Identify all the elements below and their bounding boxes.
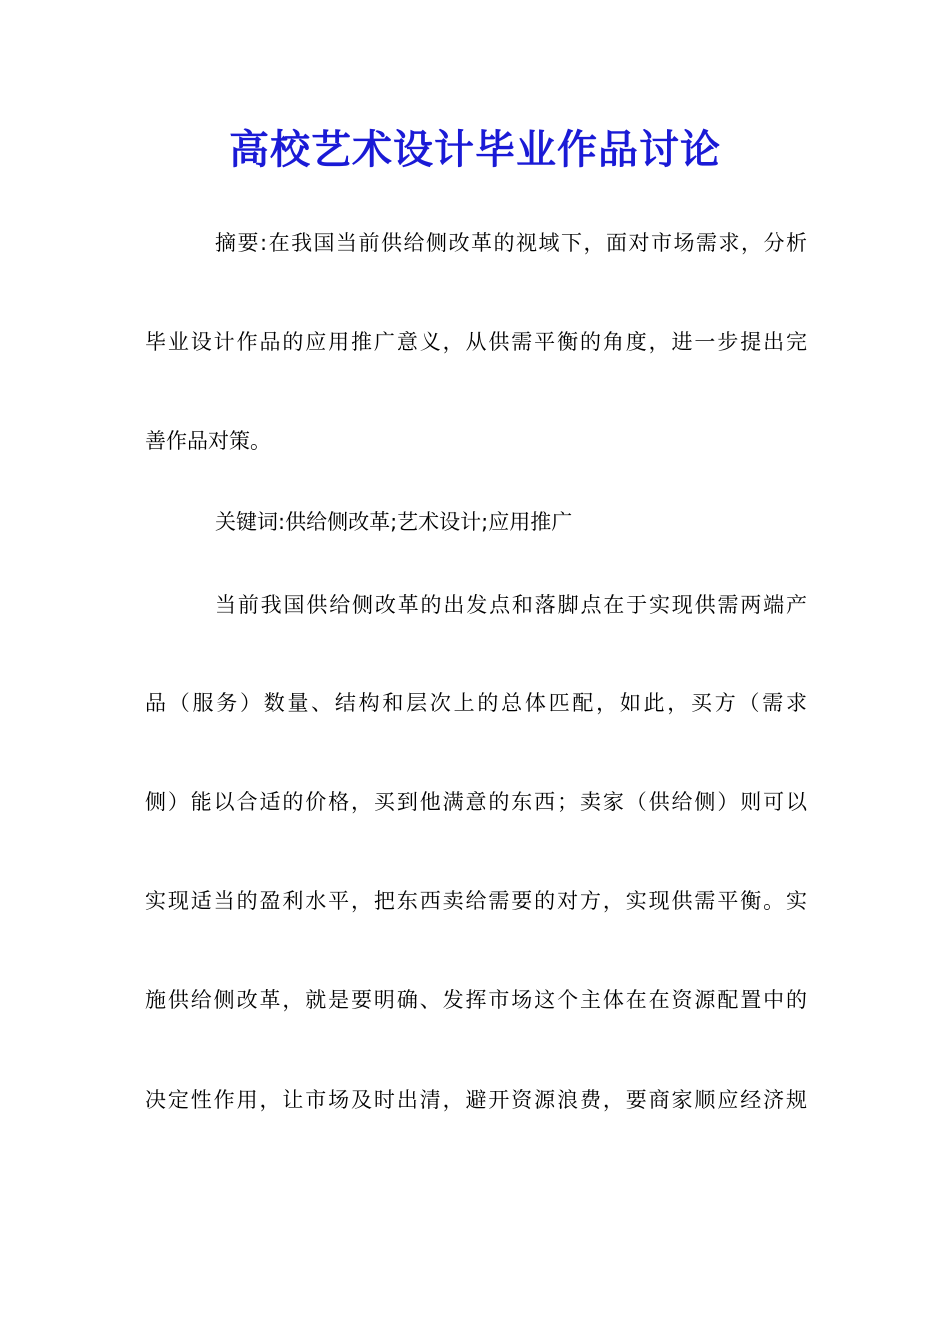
abstract-line-3: 善作品对策。 [145, 429, 271, 453]
body-line-4: 实现适当的盈利水平，把东西卖给需要的对方，实现供需平衡。实 [145, 889, 807, 913]
page-title: 高校艺术设计毕业作品讨论 [229, 126, 721, 173]
body-line-1: 当前我国供给侧改革的出发点和落脚点在于实现供需两端产 [215, 593, 807, 617]
body-line-3: 侧）能以合适的价格，买到他满意的东西；卖家（供给侧）则可以 [145, 790, 807, 814]
abstract-line-2: 毕业设计作品的应用推广意义，从供需平衡的角度，进一步提出完 [145, 330, 807, 354]
body-line-6: 决定性作用，让市场及时出清，避开资源浪费，要商家顺应经济规 [145, 1088, 807, 1112]
keywords-line: 关键词:供给侧改革;艺术设计;应用推广 [215, 510, 573, 534]
body-line-2: 品（服务）数量、结构和层次上的总体匹配，如此，买方（需求 [145, 691, 807, 715]
abstract-line-1: 摘要:在我国当前供给侧改革的视域下，面对市场需求，分析 [215, 231, 807, 255]
body-line-5: 施供给侧改革，就是要明确、发挥市场这个主体在在资源配置中的 [145, 988, 807, 1012]
